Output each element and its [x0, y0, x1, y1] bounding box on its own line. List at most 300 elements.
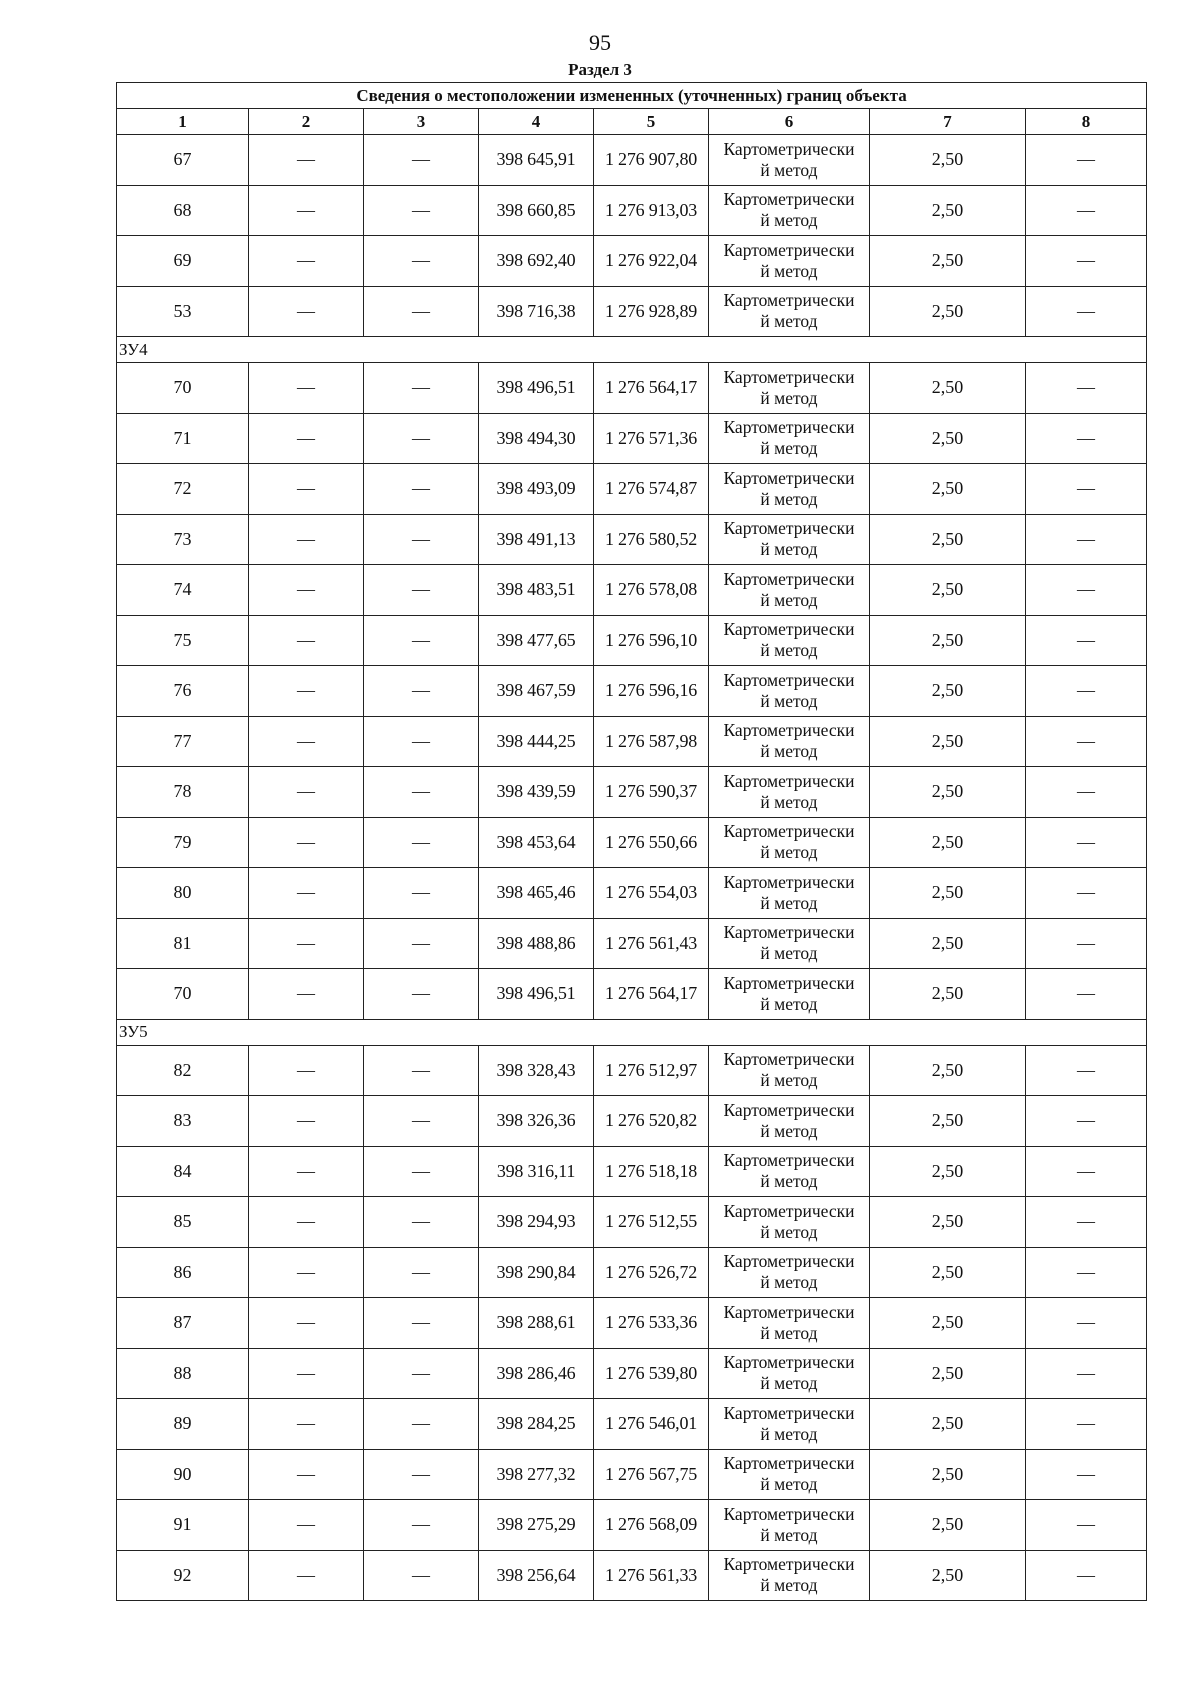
- col8-cell: —: [1026, 716, 1147, 767]
- table-header-row: [117, 109, 1147, 135]
- col3-cell: —: [364, 185, 479, 236]
- table-row: [117, 464, 1147, 515]
- col2-cell: —: [249, 363, 364, 414]
- col8-cell: —: [1026, 1399, 1147, 1450]
- method-line-1: Картометрически: [723, 871, 855, 892]
- table-row: [117, 363, 1147, 414]
- method-line-2: й метод: [760, 943, 818, 964]
- table-row: [117, 135, 1147, 186]
- accuracy-cell: 2,50: [870, 135, 1026, 186]
- y-coordinate-cell: 1 276 526,72: [594, 1247, 709, 1298]
- col2-cell: —: [249, 464, 364, 515]
- method-cell: [709, 1197, 870, 1248]
- col8-cell: —: [1026, 918, 1147, 969]
- col8-cell: —: [1026, 1449, 1147, 1500]
- col3-cell: —: [364, 1146, 479, 1197]
- col2-cell: —: [249, 1449, 364, 1500]
- point-number-cell: 78: [117, 767, 249, 818]
- table-row: [117, 666, 1147, 717]
- x-coordinate-cell: 398 290,84: [479, 1247, 594, 1298]
- method-line-2: й метод: [760, 1272, 818, 1293]
- method-line-2: й метод: [760, 1120, 818, 1141]
- col2-cell: —: [249, 868, 364, 919]
- accuracy-cell: 2,50: [870, 767, 1026, 818]
- method-line-1: Картометрически: [723, 518, 855, 539]
- method-line-1: Картометрически: [723, 1301, 855, 1322]
- col8-cell: —: [1026, 666, 1147, 717]
- group-label: ЗУ5: [117, 1019, 1147, 1045]
- method-cell: [709, 868, 870, 919]
- col3-cell: —: [364, 464, 479, 515]
- col8-cell: —: [1026, 565, 1147, 616]
- method-line-2: й метод: [760, 488, 818, 509]
- method-line-1: Картометрически: [723, 669, 855, 690]
- col3-cell: —: [364, 565, 479, 616]
- method-cell: [709, 666, 870, 717]
- section-title: Раздел 3: [568, 60, 632, 79]
- method-line-1: Картометрически: [723, 366, 855, 387]
- y-coordinate-cell: 1 276 520,82: [594, 1096, 709, 1147]
- col2-cell: —: [249, 666, 364, 717]
- col8-cell: —: [1026, 817, 1147, 868]
- col8-cell: —: [1026, 1500, 1147, 1551]
- point-number-cell: 70: [117, 363, 249, 414]
- y-coordinate-cell: 1 276 928,89: [594, 286, 709, 337]
- table-row: [117, 185, 1147, 236]
- y-coordinate-cell: 1 276 913,03: [594, 185, 709, 236]
- col8-cell: —: [1026, 464, 1147, 515]
- method-line-2: й метод: [760, 539, 818, 560]
- method-line-1: Картометрически: [723, 1503, 855, 1524]
- table-row: [117, 1449, 1147, 1500]
- point-number-cell: 83: [117, 1096, 249, 1147]
- method-cell: [709, 565, 870, 616]
- y-coordinate-cell: 1 276 922,04: [594, 236, 709, 287]
- table-row: [117, 615, 1147, 666]
- table-row: [117, 1247, 1147, 1298]
- col2-cell: —: [249, 565, 364, 616]
- point-number-cell: 70: [117, 969, 249, 1020]
- y-coordinate-cell: 1 276 571,36: [594, 413, 709, 464]
- method-cell: [709, 135, 870, 186]
- method-line-1: Картометрически: [723, 821, 855, 842]
- method-cell: [709, 918, 870, 969]
- y-coordinate-cell: 1 276 907,80: [594, 135, 709, 186]
- col2-cell: —: [249, 1146, 364, 1197]
- method-line-2: й метод: [760, 1322, 818, 1343]
- table-row: [117, 1550, 1147, 1601]
- table-row: [117, 817, 1147, 868]
- col3-cell: —: [364, 1045, 479, 1096]
- col8-cell: —: [1026, 185, 1147, 236]
- col3-cell: —: [364, 868, 479, 919]
- col8-cell: —: [1026, 767, 1147, 818]
- method-cell: [709, 286, 870, 337]
- accuracy-cell: 2,50: [870, 716, 1026, 767]
- boundary-coordinates-table: [116, 82, 1147, 1601]
- accuracy-cell: 2,50: [870, 1550, 1026, 1601]
- x-coordinate-cell: 398 284,25: [479, 1399, 594, 1450]
- x-coordinate-cell: 398 692,40: [479, 236, 594, 287]
- x-coordinate-cell: 398 716,38: [479, 286, 594, 337]
- method-line-2: й метод: [760, 1474, 818, 1495]
- accuracy-cell: 2,50: [870, 1348, 1026, 1399]
- x-coordinate-cell: 398 491,13: [479, 514, 594, 565]
- method-line-2: й метод: [760, 1070, 818, 1091]
- col8-cell: —: [1026, 236, 1147, 287]
- column-header: 4: [479, 109, 594, 135]
- accuracy-cell: 2,50: [870, 868, 1026, 919]
- accuracy-cell: 2,50: [870, 514, 1026, 565]
- table-row: [117, 413, 1147, 464]
- method-line-1: Картометрически: [723, 1453, 855, 1474]
- col2-cell: —: [249, 236, 364, 287]
- col2-cell: —: [249, 1348, 364, 1399]
- column-header: 8: [1026, 109, 1147, 135]
- method-line-1: Картометрически: [723, 1099, 855, 1120]
- accuracy-cell: 2,50: [870, 969, 1026, 1020]
- method-line-2: й метод: [760, 159, 818, 180]
- y-coordinate-cell: 1 276 587,98: [594, 716, 709, 767]
- col3-cell: —: [364, 969, 479, 1020]
- method-line-1: Картометрически: [723, 619, 855, 640]
- method-line-2: й метод: [760, 1221, 818, 1242]
- table-row: [117, 1500, 1147, 1551]
- col8-cell: —: [1026, 1146, 1147, 1197]
- col3-cell: —: [364, 413, 479, 464]
- point-number-cell: 75: [117, 615, 249, 666]
- x-coordinate-cell: 398 493,09: [479, 464, 594, 515]
- col8-cell: —: [1026, 514, 1147, 565]
- y-coordinate-cell: 1 276 590,37: [594, 767, 709, 818]
- col3-cell: —: [364, 615, 479, 666]
- group-header-row: [117, 337, 1147, 363]
- accuracy-cell: 2,50: [870, 1045, 1026, 1096]
- accuracy-cell: 2,50: [870, 615, 1026, 666]
- method-cell: [709, 1550, 870, 1601]
- y-coordinate-cell: 1 276 533,36: [594, 1298, 709, 1349]
- column-header: 2: [249, 109, 364, 135]
- x-coordinate-cell: 398 286,46: [479, 1348, 594, 1399]
- col2-cell: —: [249, 716, 364, 767]
- col8-cell: —: [1026, 135, 1147, 186]
- col8-cell: —: [1026, 1045, 1147, 1096]
- col3-cell: —: [364, 767, 479, 818]
- group-label: ЗУ4: [117, 337, 1147, 363]
- x-coordinate-cell: 398 277,32: [479, 1449, 594, 1500]
- x-coordinate-cell: 398 465,46: [479, 868, 594, 919]
- method-line-2: й метод: [760, 260, 818, 281]
- table-row: [117, 286, 1147, 337]
- method-line-1: Картометрически: [723, 770, 855, 791]
- method-line-1: Картометрически: [723, 138, 855, 159]
- method-line-1: Картометрически: [723, 1049, 855, 1070]
- col3-cell: —: [364, 286, 479, 337]
- col8-cell: —: [1026, 1298, 1147, 1349]
- method-line-1: Картометрически: [723, 720, 855, 741]
- method-cell: [709, 1449, 870, 1500]
- x-coordinate-cell: 398 660,85: [479, 185, 594, 236]
- table-row: [117, 1348, 1147, 1399]
- col2-cell: —: [249, 1550, 364, 1601]
- column-header: 1: [117, 109, 249, 135]
- accuracy-cell: 2,50: [870, 1146, 1026, 1197]
- method-line-1: Картометрически: [723, 239, 855, 260]
- method-line-2: й метод: [760, 1373, 818, 1394]
- table-row: [117, 1096, 1147, 1147]
- x-coordinate-cell: 398 483,51: [479, 565, 594, 616]
- col8-cell: —: [1026, 363, 1147, 414]
- method-line-2: й метод: [760, 791, 818, 812]
- y-coordinate-cell: 1 276 512,97: [594, 1045, 709, 1096]
- method-cell: [709, 767, 870, 818]
- col2-cell: —: [249, 817, 364, 868]
- accuracy-cell: 2,50: [870, 1500, 1026, 1551]
- col3-cell: —: [364, 1550, 479, 1601]
- column-header: 5: [594, 109, 709, 135]
- method-cell: [709, 1146, 870, 1197]
- accuracy-cell: 2,50: [870, 1399, 1026, 1450]
- col8-cell: —: [1026, 1197, 1147, 1248]
- table-row: [117, 1146, 1147, 1197]
- col3-cell: —: [364, 1096, 479, 1147]
- method-cell: [709, 817, 870, 868]
- x-coordinate-cell: 398 488,86: [479, 918, 594, 969]
- method-cell: [709, 1348, 870, 1399]
- method-line-2: й метод: [760, 311, 818, 332]
- method-line-2: й метод: [760, 1171, 818, 1192]
- method-line-2: й метод: [760, 690, 818, 711]
- point-number-cell: 89: [117, 1399, 249, 1450]
- point-number-cell: 92: [117, 1550, 249, 1601]
- method-line-1: Картометрически: [723, 568, 855, 589]
- point-number-cell: 87: [117, 1298, 249, 1349]
- col3-cell: —: [364, 135, 479, 186]
- point-number-cell: 69: [117, 236, 249, 287]
- col3-cell: —: [364, 1399, 479, 1450]
- col2-cell: —: [249, 1197, 364, 1248]
- method-line-1: Картометрически: [723, 1251, 855, 1272]
- method-line-2: й метод: [760, 1575, 818, 1596]
- y-coordinate-cell: 1 276 596,16: [594, 666, 709, 717]
- x-coordinate-cell: 398 444,25: [479, 716, 594, 767]
- point-number-cell: 68: [117, 185, 249, 236]
- col2-cell: —: [249, 514, 364, 565]
- col3-cell: —: [364, 716, 479, 767]
- method-line-2: й метод: [760, 210, 818, 231]
- method-cell: [709, 969, 870, 1020]
- method-cell: [709, 185, 870, 236]
- table-caption-row: [117, 83, 1147, 109]
- col8-cell: —: [1026, 1550, 1147, 1601]
- col3-cell: —: [364, 1500, 479, 1551]
- method-cell: [709, 236, 870, 287]
- col8-cell: —: [1026, 1247, 1147, 1298]
- table-row: [117, 1298, 1147, 1349]
- col2-cell: —: [249, 185, 364, 236]
- method-cell: [709, 514, 870, 565]
- col3-cell: —: [364, 1449, 479, 1500]
- method-line-2: й метод: [760, 741, 818, 762]
- method-line-1: Картометрически: [723, 1402, 855, 1423]
- col2-cell: —: [249, 1298, 364, 1349]
- x-coordinate-cell: 398 328,43: [479, 1045, 594, 1096]
- x-coordinate-cell: 398 477,65: [479, 615, 594, 666]
- x-coordinate-cell: 398 494,30: [479, 413, 594, 464]
- accuracy-cell: 2,50: [870, 464, 1026, 515]
- method-line-1: Картометрически: [723, 1352, 855, 1373]
- col2-cell: —: [249, 615, 364, 666]
- col3-cell: —: [364, 1197, 479, 1248]
- method-cell: [709, 1298, 870, 1349]
- x-coordinate-cell: 398 453,64: [479, 817, 594, 868]
- x-coordinate-cell: 398 294,93: [479, 1197, 594, 1248]
- col2-cell: —: [249, 1399, 364, 1450]
- accuracy-cell: 2,50: [870, 286, 1026, 337]
- y-coordinate-cell: 1 276 561,33: [594, 1550, 709, 1601]
- column-header: 6: [709, 109, 870, 135]
- accuracy-cell: 2,50: [870, 363, 1026, 414]
- y-coordinate-cell: 1 276 596,10: [594, 615, 709, 666]
- col2-cell: —: [249, 413, 364, 464]
- method-line-1: Картометрически: [723, 1554, 855, 1575]
- method-cell: [709, 716, 870, 767]
- point-number-cell: 72: [117, 464, 249, 515]
- col3-cell: —: [364, 1348, 479, 1399]
- y-coordinate-cell: 1 276 564,17: [594, 969, 709, 1020]
- x-coordinate-cell: 398 496,51: [479, 969, 594, 1020]
- point-number-cell: 67: [117, 135, 249, 186]
- point-number-cell: 88: [117, 1348, 249, 1399]
- col2-cell: —: [249, 1096, 364, 1147]
- accuracy-cell: 2,50: [870, 413, 1026, 464]
- accuracy-cell: 2,50: [870, 565, 1026, 616]
- y-coordinate-cell: 1 276 567,75: [594, 1449, 709, 1500]
- table-row: [117, 918, 1147, 969]
- x-coordinate-cell: 398 496,51: [479, 363, 594, 414]
- x-coordinate-cell: 398 326,36: [479, 1096, 594, 1147]
- method-cell: [709, 363, 870, 414]
- table-row: [117, 716, 1147, 767]
- point-number-cell: 53: [117, 286, 249, 337]
- y-coordinate-cell: 1 276 564,17: [594, 363, 709, 414]
- x-coordinate-cell: 398 256,64: [479, 1550, 594, 1601]
- y-coordinate-cell: 1 276 554,03: [594, 868, 709, 919]
- table-row: [117, 514, 1147, 565]
- col2-cell: —: [249, 135, 364, 186]
- col3-cell: —: [364, 918, 479, 969]
- page-number: 95: [589, 30, 611, 55]
- method-line-2: й метод: [760, 640, 818, 661]
- col3-cell: —: [364, 236, 479, 287]
- col3-cell: —: [364, 1247, 479, 1298]
- x-coordinate-cell: 398 467,59: [479, 666, 594, 717]
- col8-cell: —: [1026, 868, 1147, 919]
- point-number-cell: 81: [117, 918, 249, 969]
- method-cell: [709, 1399, 870, 1450]
- method-line-1: Картометрически: [723, 417, 855, 438]
- method-cell: [709, 1500, 870, 1551]
- accuracy-cell: 2,50: [870, 185, 1026, 236]
- method-line-1: Картометрически: [723, 189, 855, 210]
- table-row: [117, 767, 1147, 818]
- method-line-1: Картометрически: [723, 290, 855, 311]
- accuracy-cell: 2,50: [870, 1247, 1026, 1298]
- method-line-2: й метод: [760, 1524, 818, 1545]
- col8-cell: —: [1026, 969, 1147, 1020]
- col8-cell: —: [1026, 413, 1147, 464]
- table-row: [117, 565, 1147, 616]
- accuracy-cell: 2,50: [870, 918, 1026, 969]
- method-line-1: Картометрически: [723, 1200, 855, 1221]
- y-coordinate-cell: 1 276 539,80: [594, 1348, 709, 1399]
- col3-cell: —: [364, 817, 479, 868]
- col2-cell: —: [249, 1247, 364, 1298]
- method-line-2: й метод: [760, 438, 818, 459]
- method-cell: [709, 413, 870, 464]
- y-coordinate-cell: 1 276 568,09: [594, 1500, 709, 1551]
- y-coordinate-cell: 1 276 550,66: [594, 817, 709, 868]
- col2-cell: —: [249, 1500, 364, 1551]
- method-line-2: й метод: [760, 842, 818, 863]
- accuracy-cell: 2,50: [870, 1449, 1026, 1500]
- x-coordinate-cell: 398 288,61: [479, 1298, 594, 1349]
- table-row: [117, 1197, 1147, 1248]
- accuracy-cell: 2,50: [870, 1197, 1026, 1248]
- col8-cell: —: [1026, 286, 1147, 337]
- accuracy-cell: 2,50: [870, 236, 1026, 287]
- point-number-cell: 80: [117, 868, 249, 919]
- y-coordinate-cell: 1 276 512,55: [594, 1197, 709, 1248]
- point-number-cell: 71: [117, 413, 249, 464]
- point-number-cell: 90: [117, 1449, 249, 1500]
- accuracy-cell: 2,50: [870, 817, 1026, 868]
- method-line-2: й метод: [760, 993, 818, 1014]
- col2-cell: —: [249, 767, 364, 818]
- y-coordinate-cell: 1 276 574,87: [594, 464, 709, 515]
- col3-cell: —: [364, 514, 479, 565]
- table-body: [117, 135, 1147, 1601]
- group-header-row: [117, 1019, 1147, 1045]
- col2-cell: —: [249, 918, 364, 969]
- method-line-1: Картометрически: [723, 467, 855, 488]
- point-number-cell: 76: [117, 666, 249, 717]
- y-coordinate-cell: 1 276 561,43: [594, 918, 709, 969]
- accuracy-cell: 2,50: [870, 666, 1026, 717]
- col2-cell: —: [249, 969, 364, 1020]
- method-cell: [709, 615, 870, 666]
- col8-cell: —: [1026, 1348, 1147, 1399]
- col8-cell: —: [1026, 615, 1147, 666]
- method-line-2: й метод: [760, 589, 818, 610]
- x-coordinate-cell: 398 316,11: [479, 1146, 594, 1197]
- col3-cell: —: [364, 666, 479, 717]
- y-coordinate-cell: 1 276 578,08: [594, 565, 709, 616]
- point-number-cell: 84: [117, 1146, 249, 1197]
- table-row: [117, 969, 1147, 1020]
- point-number-cell: 86: [117, 1247, 249, 1298]
- point-number-cell: 77: [117, 716, 249, 767]
- method-line-2: й метод: [760, 387, 818, 408]
- y-coordinate-cell: 1 276 580,52: [594, 514, 709, 565]
- method-line-2: й метод: [760, 1423, 818, 1444]
- point-number-cell: 82: [117, 1045, 249, 1096]
- method-line-2: й метод: [760, 892, 818, 913]
- table-row: [117, 1045, 1147, 1096]
- col8-cell: —: [1026, 1096, 1147, 1147]
- accuracy-cell: 2,50: [870, 1298, 1026, 1349]
- method-cell: [709, 464, 870, 515]
